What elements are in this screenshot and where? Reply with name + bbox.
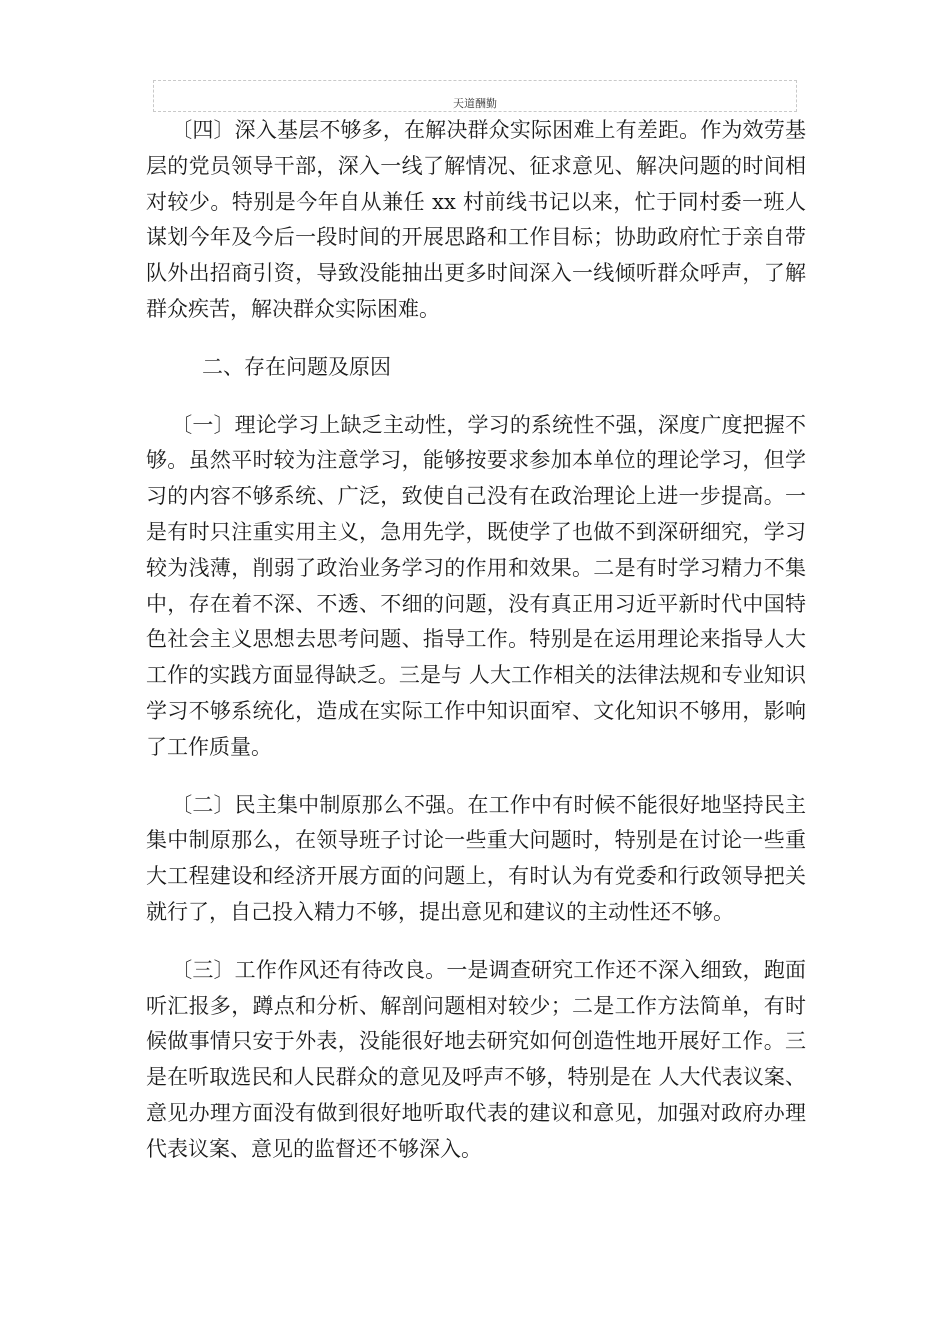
- document-body: [146, 113, 806, 1168]
- paragraph-4: 〔四〕深入基层不够多，在解决群众实际困难上有差距。作为效劳基层的党员领导干部，深入一线了解情况、征求意见、解决问题的时间相对较少。特别是今年自从兼任 xx 村前线书记以来，忙于同村委一班人谋划今年及今后一段时间的开展思路和工作目标；协助政府忙于亲自带队外出招商引资，导致没能抽出更多时间深入一线倾听群众呼声，了解群众疾苦，解决群众实际困难。: [146, 118, 806, 321]
- section-heading: 二、存在问题及原因: [202, 354, 391, 379]
- paragraph-gap: [146, 386, 806, 408]
- paragraph-gap: [146, 931, 806, 953]
- paragraph-s3: 〔三〕工作作风还有待改良。一是调查研究工作还不深入细致，跑面听汇报多，蹲点和分析、解剖问题相对较少；二是工作方法简单，有时候做事情只安于外表，没能很好地去研究如何创造性地开展好工作。三是在听取选民和人民群众的意见及呼声不够，特别是在 人大代表议案、意见办理方面没有做到很好地听取代表的建议和意见，加强对政府办理代表议案、意见的监督还不够深入。: [146, 957, 806, 1161]
- paragraph-gap: [146, 328, 806, 350]
- header-text: 天道酬勤: [453, 97, 497, 110]
- paragraph-gap: [146, 766, 806, 788]
- paragraph-s2: 〔二〕民主集中制原那么不强。在工作中有时候不能很好地坚持民主集中制原那么，在领导班子讨论一些重大问题时，特别是在讨论一些重大工程建设和经济开展方面的问题上，有时认为有党委和行政领导把关就行了，自己投入精力不够，提出意见和建议的主动性还不够。: [146, 792, 806, 924]
- page-header-box: [153, 80, 797, 112]
- paragraph-s1: 〔一〕理论学习上缺乏主动性，学习的系统性不强，深度广度把握不够。虽然平时较为注意学习，能够按要求参加本单位的理论学习，但学习的内容不够系统、广泛，致使自己没有在政治理论上进一步提高。一是有时只注重实用主义，急用先学，既使学了也做不到深研细究，学习较为浅薄，削弱了政治业务学习的作用和效果。二是有时学习精力不集中，存在着不深、不透、不细的问题，没有真正用习近平新时代中国特色社会主义思想去思考问题、指导工作。特别是在运用理论来指导人大工作的实践方面显得缺乏。三是与 人大工作相关的法律法规和专业知识学习不够系统化，造成在实际工作中知识面窄、文化知识不够用，影响了工作质量。: [146, 412, 806, 759]
